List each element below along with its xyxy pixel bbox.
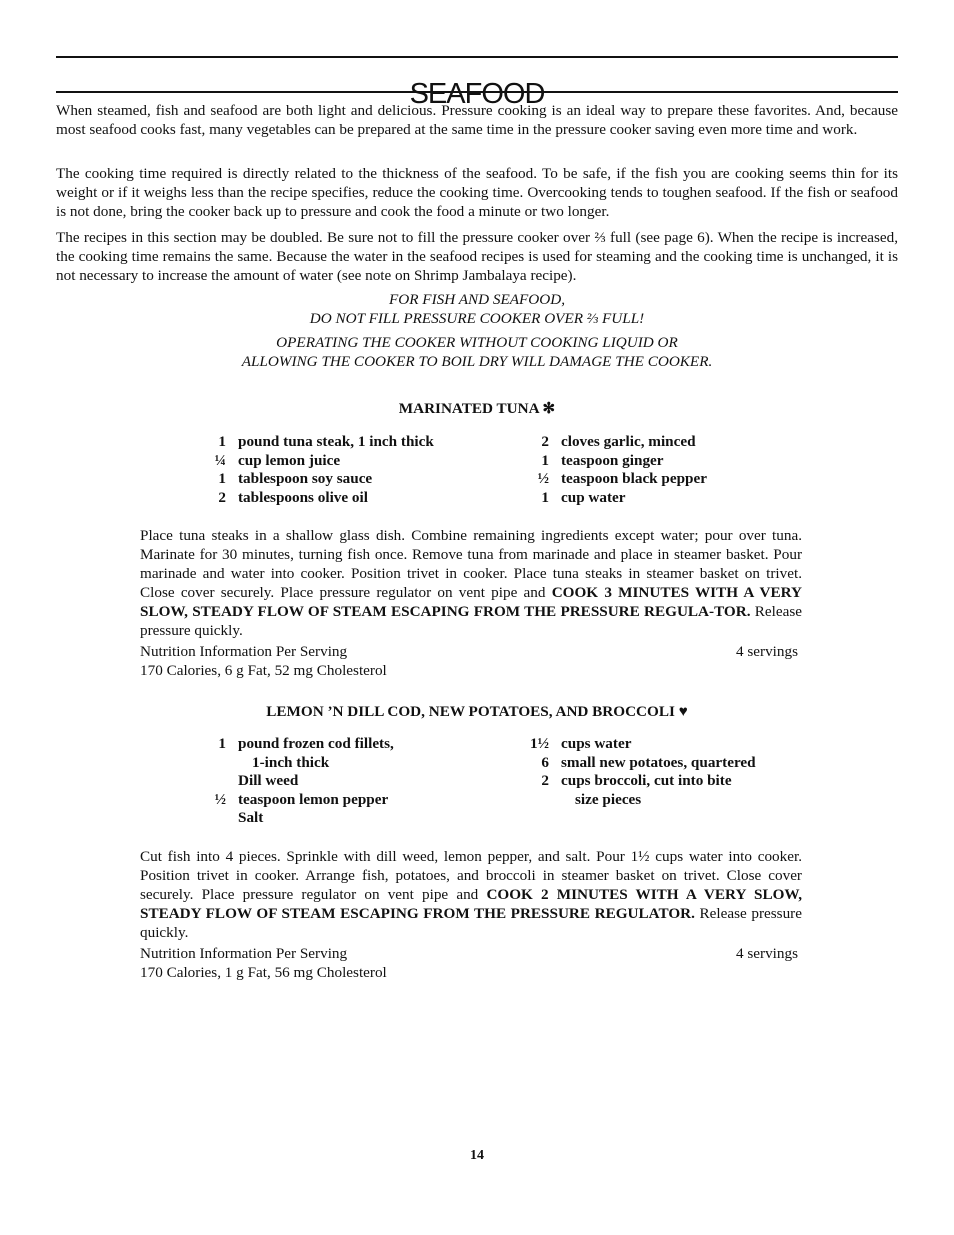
method-text-end: Release pressure quickly. xyxy=(140,603,802,639)
ingredient-name: cups water xyxy=(561,735,632,752)
ingredient-item xyxy=(200,489,434,508)
nutrition-info xyxy=(140,642,798,680)
ingredient-name: Salt xyxy=(238,809,264,827)
ingredient-qty: 1 xyxy=(541,488,549,506)
intro-paragraph-2: The cooking time required is directly related to the thickness of the seafood. To be safe, if the fish you are cooking seems thin for its weight or if it weighs less than the recipe specifies, reduce the cooking time. Overcooking tends to toughen seafood. If the fish or seafood is not done, bring the cooker back up to pressure and cook the food a minute or two longer. xyxy=(56,165,898,220)
page-number: 14 xyxy=(470,1148,484,1163)
ingredient-name: Dill weed xyxy=(238,772,299,790)
warning-line: DO NOT FILL PRESSURE COOKER OVER ⅔ FULL! xyxy=(309,310,645,327)
ingredient-qty xyxy=(200,772,226,791)
intro-paragraph-3: The recipes in this section may be doubled. Be sure not to fill the pressure cooker over ⅔ full (see page 6). When the recipe is increased, the cooking time remains the same. Because the water in the seafood recipes is used for steaming and the cooking time is unchanged, it is not necessary to increase the amount of water (see note on Shrimp Jambalaya recipe). xyxy=(56,229,898,284)
ingredient-qty: 1½ xyxy=(530,735,549,752)
warning-line: FOR FISH AND SEAFOOD, xyxy=(388,291,566,308)
recipe-method xyxy=(140,526,802,640)
intro-paragraph-1: When steamed, fish and seafood are both light and delicious. Pressure cooking is an ideal way to prepare these favorites. And, because most seafood cooks fast, many vegetables can be prepared at the same time in the pressure cooker saving even more time and work. xyxy=(56,102,898,138)
method-instruction-bold: COOK 3 MINUTES WITH A VERY SLOW, STEADY FLOW OF STEAM ESCAPING FROM THE PRESSURE REGULA-TOR. xyxy=(140,584,802,620)
header-top-rule xyxy=(56,56,898,58)
ingredient-item xyxy=(523,791,756,810)
ingredient-item xyxy=(200,754,394,773)
warning-boil-dry xyxy=(0,333,954,371)
page-title: SEAFOOD xyxy=(409,78,545,111)
ingredient-name: cup lemon juice xyxy=(238,451,341,469)
warning-line: OPERATING THE COOKER WITHOUT COOKING LIQUID OR xyxy=(276,334,678,351)
recipe-title-lemon-dill-cod: LEMON ’N DILL COD, NEW POTATOES, AND BROCCOLI ♥ xyxy=(266,703,688,720)
header-bottom-rule xyxy=(56,91,898,93)
recipe-title-marinated-tuna: MARINATED TUNA ✻ xyxy=(398,400,556,417)
servings: 4 servings xyxy=(735,643,798,660)
method-text-end: Release pressure quickly. xyxy=(140,905,802,941)
ingredient-item xyxy=(523,452,707,471)
ingredient-qty: 2 xyxy=(541,433,549,450)
ingredient-qty: 2 xyxy=(541,772,549,790)
ingredient-name: tablespoon soy sauce xyxy=(238,470,373,488)
nutrition-label: Nutrition Information Per Serving xyxy=(140,643,348,660)
ingredient-item xyxy=(200,809,394,828)
ingredient-name: cloves garlic, minced xyxy=(561,433,696,450)
ingredient-list-right xyxy=(523,735,756,809)
ingredient-item xyxy=(523,735,756,754)
ingredient-qty: ½ xyxy=(214,790,226,808)
ingredient-qty: ½ xyxy=(537,470,549,488)
ingredient-qty: ¼ xyxy=(214,451,226,469)
ingredient-name: teaspoon lemon pepper xyxy=(238,790,389,808)
ingredient-name: teaspoon black pepper xyxy=(561,470,707,488)
ingredient-qty: 1 xyxy=(218,735,226,752)
servings: 4 servings xyxy=(735,945,798,962)
warning-line: ALLOWING THE COOKER TO BOIL DRY WILL DAMAGE THE COOKER. xyxy=(241,353,713,370)
ingredient-name: size pieces xyxy=(575,790,642,808)
ingredient-item xyxy=(523,470,707,489)
ingredient-item xyxy=(200,452,434,471)
ingredient-item xyxy=(200,433,434,452)
ingredient-item xyxy=(200,735,394,754)
warning-fill-level xyxy=(0,290,954,328)
ingredient-item xyxy=(523,433,707,452)
ingredient-qty: 1 xyxy=(218,470,226,488)
ingredient-item xyxy=(200,772,394,791)
ingredient-item xyxy=(523,489,707,508)
ingredient-name: tablespoons olive oil xyxy=(238,488,368,506)
ingredient-list-left xyxy=(200,735,394,828)
ingredient-name: pound frozen cod fillets, xyxy=(238,735,394,752)
ingredient-name: small new potatoes, quartered xyxy=(561,753,756,771)
nutrition-info xyxy=(140,944,798,982)
method-instruction-bold: COOK 2 MINUTES WITH A VERY SLOW, STEADY FLOW OF STEAM ESCAPING FROM THE PRESSURE REGULATOR. xyxy=(140,886,802,922)
ingredient-qty xyxy=(200,754,226,773)
ingredient-qty xyxy=(200,809,226,828)
recipe-method xyxy=(140,847,802,942)
ingredient-name: 1-inch thick xyxy=(252,753,330,771)
ingredient-list-left xyxy=(200,433,434,507)
ingredient-list-right xyxy=(523,433,707,507)
nutrition-values: 170 Calories, 6 g Fat, 52 mg Cholesterol xyxy=(140,662,387,679)
ingredient-item xyxy=(200,470,434,489)
ingredient-name: teaspoon ginger xyxy=(561,451,664,469)
ingredient-name: cups broccoli, cut into bite xyxy=(561,772,732,790)
ingredient-qty xyxy=(523,791,549,810)
ingredient-name: pound tuna steak, 1 inch thick xyxy=(238,433,434,450)
ingredient-qty: 2 xyxy=(218,488,226,506)
nutrition-label: Nutrition Information Per Serving xyxy=(140,945,348,962)
ingredient-item xyxy=(523,754,756,773)
ingredient-qty: 1 xyxy=(541,451,549,469)
method-text: Place tuna steaks in a shallow glass dish. Combine remaining ingredients except water; pour over tuna. Marinate for 30 minutes, turning fish once. Remove tuna from marinade and place in steamer basket. Pour marinade and water into cooker. Position trivet in cooker. Place tuna steaks in steamer basket on trivet. Close cover securely. Place pressure regulator on vent pipe and xyxy=(140,527,802,601)
method-text: Cut fish into 4 pieces. Sprinkle with dill weed, lemon pepper, and salt. Pour 1½ cups water into cooker. Position trivet in cooker. Arrange fish, potatoes, and broccoli in steamer basket on trivet. Close cover securely. Place pressure regulator on vent pipe and xyxy=(140,848,802,903)
ingredient-name: cup water xyxy=(561,488,626,506)
ingredient-item xyxy=(523,772,756,791)
ingredient-item xyxy=(200,791,394,810)
ingredient-qty: 6 xyxy=(541,753,549,771)
nutrition-values: 170 Calories, 1 g Fat, 56 mg Cholesterol xyxy=(140,964,387,981)
ingredient-qty: 1 xyxy=(218,433,226,450)
